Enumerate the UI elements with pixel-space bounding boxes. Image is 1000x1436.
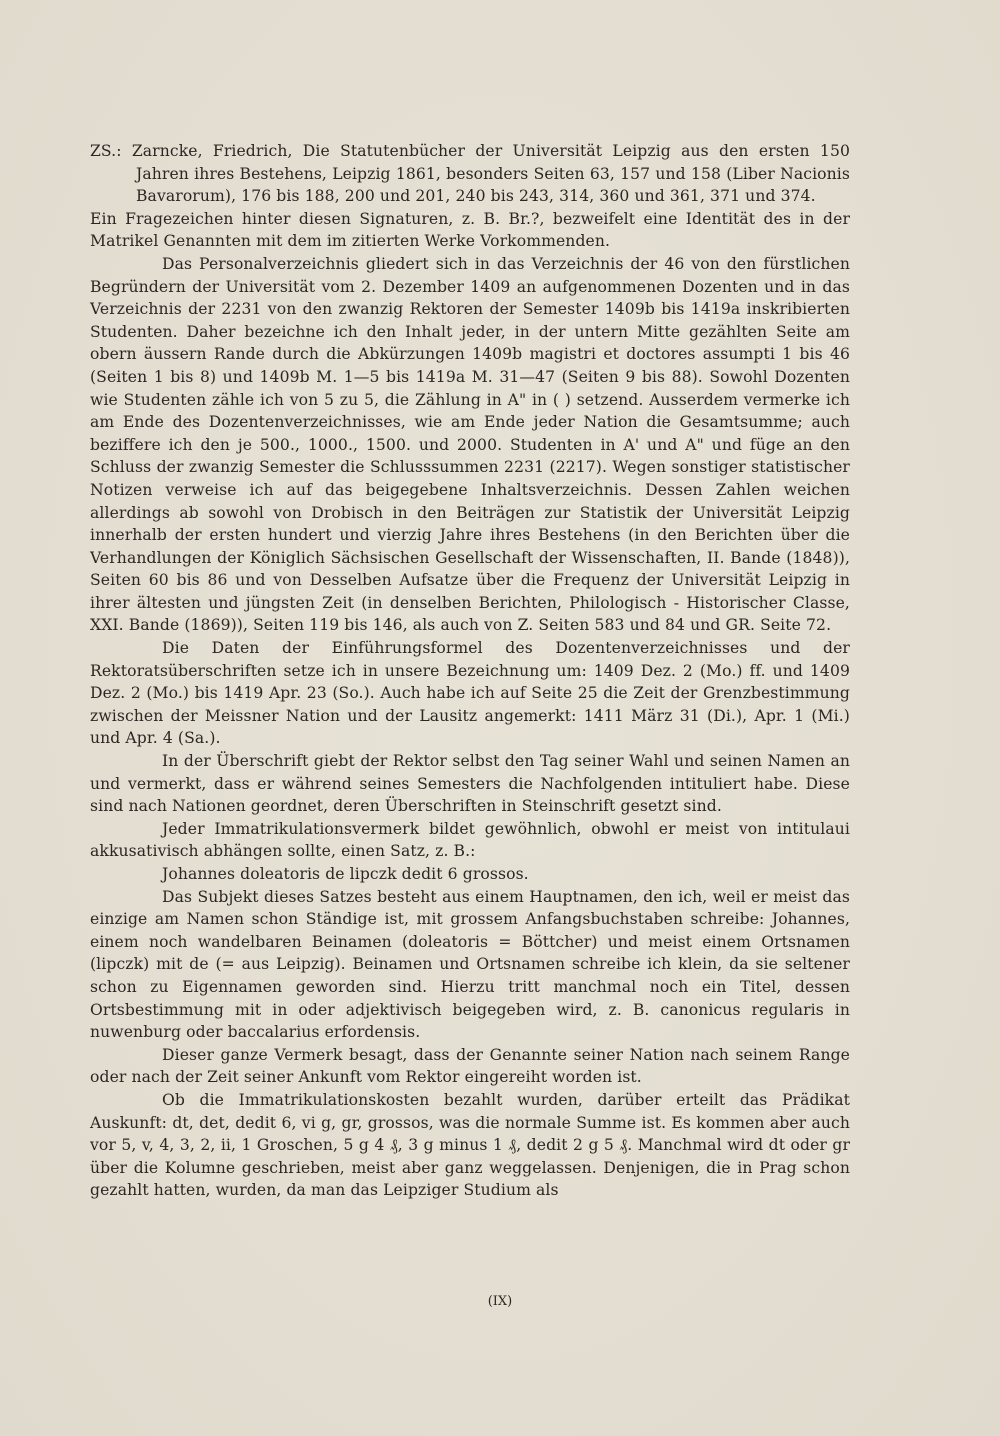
paragraph-heading-rector: In der Überschrift giebt der Rektor selbst den Tag seiner Wahl und seinen Namen an und vermerkt, dass er während seines Semesters die Nachfolgenden intituliert habe. Diese sind nach Nationen geordnet, deren Überschriften in Steinschrift gesetzt sind. bbox=[90, 752, 850, 816]
paragraph-fees: Ob die Immatrikulationskosten bezahlt wurden, darüber erteilt das Prädikat Auskunft: dt, det, dedit 6, vi g, gr, grossos, was die normale Summe ist. Es kommen aber auch vor 5, v, 4, 3, 2, ii, 1 Groschen, 5 g 4 ₰, 3 g minus 1 ₰, dedit 2 g 5 ₰. Manchmal wird dt oder gr über die Kolumne geschrieben, meist aber ganz weggelassen. Denjenigen, die in Prag schon gezahlt hatten, wurden, da man das Leipziger Studium als bbox=[90, 1090, 850, 1200]
paragraph-entry-meaning: Dieser ganze Vermerk besagt, dass der Genannte seiner Nation nach seinem Range oder nach der Zeit seiner Ankunft vom Rektor eingereiht worden ist. bbox=[90, 1045, 850, 1087]
paragraph-dates: Die Daten der Einführungsformel des Dozentenverzeichnisses und der Rektoratsüberschriften setze ich in unsere Bezeichnung um: 1409 Dez. 2 (Mo.) ff. und 1409 Dez. 2 (Mo.) bis 1419 Apr. 23 (So.). Auch habe ich auf Seite 25 die Zeit der Grenzbestimmung zwischen der Meissner Nation und der Lausitz angemerkt: 1411 März 31 (Di.), Apr. 1 (Mi.) und Apr. 4 (Sa.). bbox=[90, 639, 850, 748]
paragraph-question-mark-note: Ein Fragezeichen hinter diesen Signaturen, z. B. Br.?, bezweifelt eine Identität des in der Matrikel Genannten mit dem im zitierten Werke Vorkommenden. bbox=[90, 209, 850, 251]
page-number: (IX) bbox=[487, 1294, 513, 1309]
paragraph-subject-names: Das Subjekt dieses Satzes besteht aus einem Hauptnamen, den ich, weil er meist das einzige am Namen schon Ständige ist, mit grossem Anfangsbuchstaben schreibe: Johannes, einem noch wandelbaren Beinamen (doleatoris = Böttcher) und meist einem Ortsnamen (lipczk) mit de (= aus Leipzig). Beinamen und Ortsnamen schreibe ich klein, da sie seltener schon zu Eigennamen geworden sind. Hierzu tritt manchmal noch ein Titel, dessen Ortsbestimmung mit in oder adjektivisch beigegeben wird, z. B. canonicus regularis in nuwenburg oder baccalarius erfordensis. bbox=[90, 887, 850, 1042]
paragraph-example-entry: Johannes doleatoris de lipczk dedit 6 grossos. bbox=[162, 865, 529, 883]
paragraph-personnel-register: Das Personalverzeichnis gliedert sich in das Verzeichnis der 46 von den fürstlichen Begründern der Universität vom 2. Dezember 1409 an aufgenommenen Dozenten und in das Verzeichnis der 2231 von den zwanzig Rektoren der Semester 1409b bis 1419a inskribierten Studenten. Daher bezeichne ich den Inhalt jeder, in der untern Mitte gezählten Seite am obern äussern Rande durch die Abkürzungen 1409b magistri et doctores assumpti 1 bis 46 (Seiten 1 bis 8) und 1409b M. 1—5 bis 1419a M. 31—47 (Seiten 9 bis 88). Sowohl Dozenten wie Studenten zähle ich von 5 zu 5, die Zählung in A" in ( ) setzend. Ausserdem vermerke ich am Ende des Dozentenverzeichnisses, wie am Ende jeder Nation die Gesamtsumme; auch beziffere ich den je 500., 1000., 1500. und 2000. Studenten in A' und A" und füge an den Schluss der zwanzig Semester die Schlusssummen 2231 (2217). Wegen sonstiger statistischer Notizen verweise ich auf das beigegebene Inhaltsverzeichnis. Dessen Zahlen weichen allerdings ab sowohl von Drobisch in den Beiträgen zur Statistik der Universität Leipzig innerhalb der ersten hundert und vierzig Jahre ihres Bestehens (in den Berichten über die Verhandlungen der Königlich Sächsischen Gesellschaft der Wissenschaften, II. Bande (1848)), Seiten 60 bis 86 und von Desselben Aufsatze über die Frequenz der Universität Leipzig in ihrer ältesten und jüngsten Zeit (in denselben Berichten, Philologisch - Historischer Classe, XXI. Bande (1869)), Seiten 119 bis 146, als auch von Z. Seiten 583 und 84 und GR. Seite 72. bbox=[90, 254, 850, 635]
body-text bbox=[90, 140, 850, 1202]
paragraph-bibliography-zs: ZS.: Zarncke, Friedrich, Die Statutenbücher der Universität Leipzig aus den ersten 150 Jahren ihres Bestehens, Leipzig 1861, besonders Seiten 63, 157 und 158 (Liber Nacionis Bavarorum), 176 bis 188, 200 und 201, 240 bis 243, 314, 360 und 361, 371 und 374. bbox=[90, 142, 850, 206]
paragraph-matriculation-entry: Jeder Immatrikulationsvermerk bildet gewöhnlich, obwohl er meist von intitulaui akkusativisch abhängen sollte, einen Satz, z. B.: bbox=[90, 819, 850, 861]
